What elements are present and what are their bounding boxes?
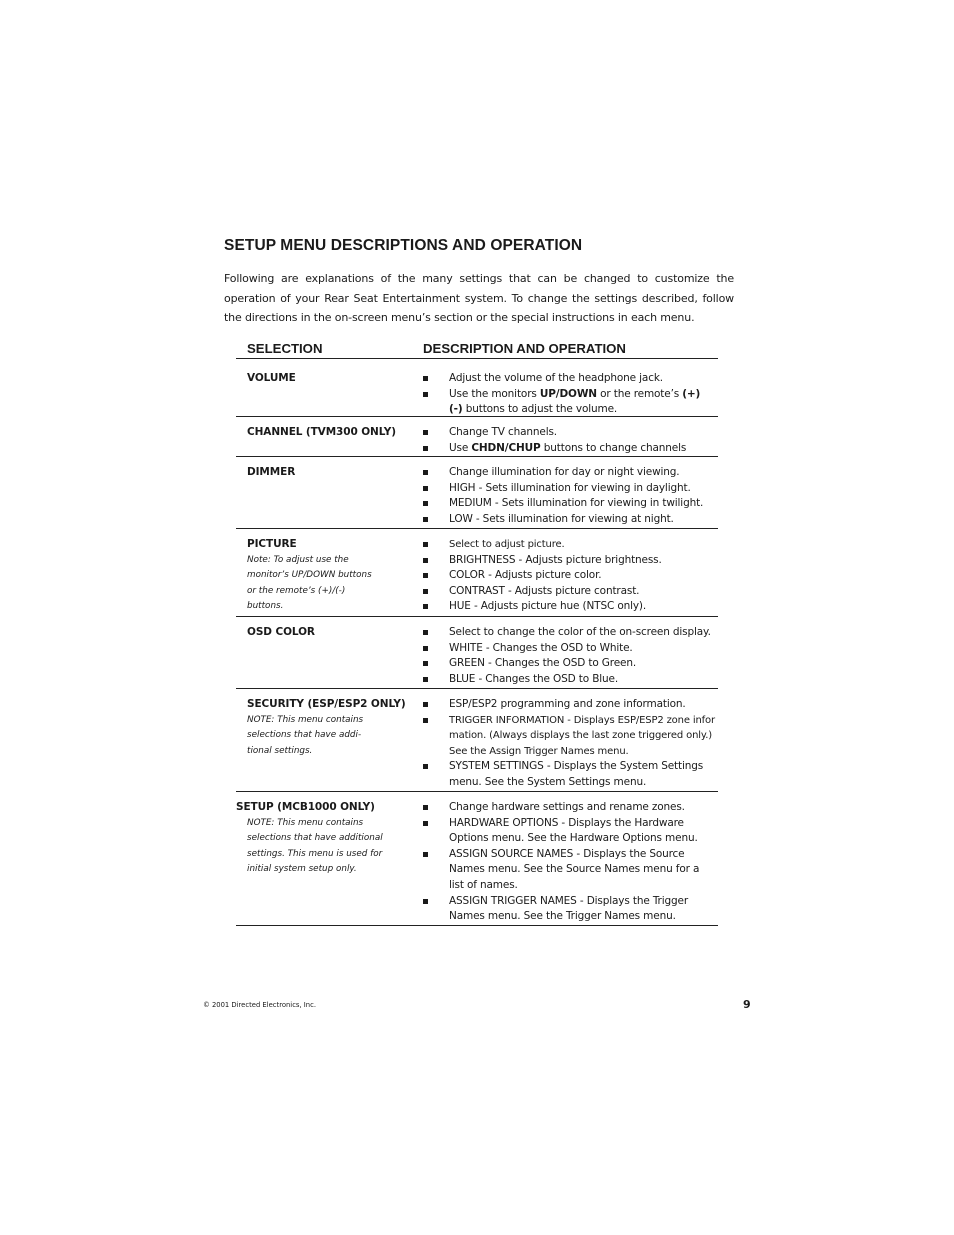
description-cell (423, 425, 686, 456)
bullet-square-icon (423, 501, 428, 506)
selection-title: SECURITY (ESP/ESP2 ONLY) (247, 698, 406, 710)
bullet-square-icon (423, 589, 428, 594)
bullet-square-icon (423, 430, 428, 435)
selection-title: SETUP (MCB1000 ONLY) (236, 801, 375, 813)
row-dimmer (236, 457, 718, 529)
bullet-item: MEDIUM - Sets illumination for viewing in twilight. (423, 496, 703, 512)
row-osd-color (236, 617, 718, 689)
row-picture (236, 529, 718, 617)
selection-title: CHANNEL (TVM300 ONLY) (247, 426, 396, 438)
bullet-square-icon (423, 718, 428, 723)
bullet-square-icon (423, 630, 428, 635)
bullet-item: Use the monitors UP/DOWN or the remote’s (+) (-) buttons to adjust the volume. (423, 387, 700, 418)
bullet-square-icon (423, 376, 428, 381)
header-selection: SELECTION (247, 341, 323, 356)
selection-note: NOTE: This menu contains (247, 714, 364, 725)
selection-note: buttons. (247, 601, 284, 612)
intro-paragraph: Following are explanations of the many settings that can be changed to customize the operation of your Rear Seat Entertainment system. To change the settings described, follow the directions in the on-screen menu’s section or the special instructions in each menu. (224, 272, 734, 324)
description-cell (423, 537, 662, 615)
bullet-item: LOW - Sets illumination for viewing at night. (423, 512, 703, 528)
bullet-item: Use CHDN/CHUP buttons to change channels (423, 441, 686, 457)
selection-note: tional settings. (247, 745, 313, 756)
bullet-item: CONTRAST - Adjusts picture contrast. (423, 584, 662, 600)
selection-cell (247, 697, 406, 759)
selection-cell (247, 371, 296, 387)
bullet-item: SYSTEM SETTINGS - Displays the System Settings menu. See the System Settings menu. (423, 759, 715, 790)
selection-note-group (236, 816, 383, 878)
bullet-item: Select to change the color of the on-screen display. (423, 625, 711, 641)
bullet-square-icon (423, 392, 428, 397)
copyright-footer: © 2001 Directed Electronics, Inc. (203, 1001, 316, 1009)
bullet-item: ESP/ESP2 programming and zone information. (423, 697, 715, 713)
bullet-square-icon (423, 517, 428, 522)
bullet-square-icon (423, 558, 428, 563)
header-description: DESCRIPTION AND OPERATION (423, 341, 626, 356)
bullet-square-icon (423, 604, 428, 609)
bullet-item: Change TV channels. (423, 425, 686, 441)
page-number: 9 (743, 998, 751, 1011)
selection-note: Note: To adjust use the (247, 554, 349, 565)
bullet-square-icon (423, 573, 428, 578)
bullet-square-icon (423, 661, 428, 666)
selection-title: VOLUME (247, 372, 296, 384)
bullet-square-icon (423, 702, 428, 707)
bullet-item: GREEN - Changes the OSD to Green. (423, 656, 711, 672)
description-cell (423, 625, 711, 687)
settings-table (236, 340, 718, 926)
bullet-square-icon (423, 542, 428, 547)
selection-note: NOTE: This menu contains (247, 817, 364, 828)
bullet-square-icon (423, 821, 428, 826)
selection-note: or the remote’s (+)/(-) (247, 585, 346, 596)
bullet-item: Change hardware settings and rename zones. (423, 800, 699, 816)
bullet-item: BRIGHTNESS - Adjusts picture brightness. (423, 553, 662, 569)
selection-title: DIMMER (247, 466, 296, 478)
selection-cell (247, 625, 315, 641)
selection-note: selections that have additional (247, 833, 383, 844)
bullet-item: WHITE - Changes the OSD to White. (423, 641, 711, 657)
selection-cell (247, 425, 396, 441)
bullet-square-icon (423, 646, 428, 651)
description-cell (423, 465, 703, 527)
bullet-item: Select to adjust picture. (423, 537, 662, 553)
selection-title: PICTURE (247, 538, 297, 550)
bullet-square-icon (423, 470, 428, 475)
bullet-square-icon (423, 899, 428, 904)
selection-cell (236, 800, 383, 878)
table-header (236, 340, 718, 359)
bullet-item: BLUE - Changes the OSD to Blue. (423, 672, 711, 688)
selection-title: OSD COLOR (247, 626, 315, 638)
row-setup (236, 792, 718, 926)
bullet-square-icon (423, 486, 428, 491)
bullet-square-icon (423, 446, 428, 451)
bullet-item: ASSIGN TRIGGER NAMES - Displays the Trigger Names menu. See the Trigger Names menu. (423, 894, 699, 925)
bullet-item: ASSIGN SOURCE NAMES - Displays the Source Names menu. See the Source Names menu for a list of names. (423, 847, 699, 894)
row-security (236, 689, 718, 792)
bullet-square-icon (423, 852, 428, 857)
selection-note: monitor’s UP/DOWN buttons (247, 570, 372, 581)
bullet-item: Adjust the volume of the headphone jack. (423, 371, 700, 387)
description-cell (423, 371, 700, 418)
bullet-item: HUE - Adjusts picture hue (NTSC only). (423, 599, 662, 615)
selection-cell (247, 465, 295, 481)
bullet-item: COLOR - Adjusts picture color. (423, 568, 662, 584)
bullet-square-icon (423, 764, 428, 769)
bullet-item: HARDWARE OPTIONS - Displays the Hardware Options menu. See the Hardware Options menu. (423, 816, 699, 847)
bullet-square-icon (423, 677, 428, 682)
description-cell (423, 800, 699, 925)
selection-note: initial system setup only. (247, 864, 357, 875)
row-channel (236, 417, 718, 457)
selection-cell (247, 537, 372, 615)
selection-note: selections that have addi- (247, 730, 362, 741)
bullet-item: HIGH - Sets illumination for viewing in daylight. (423, 481, 703, 497)
row-volume (236, 359, 718, 417)
bullet-item: Change illumination for day or night viewing. (423, 465, 703, 481)
description-cell (423, 697, 715, 791)
page-heading: SETUP MENU DESCRIPTIONS AND OPERATION (224, 237, 583, 254)
bullet-square-icon (423, 805, 428, 810)
bullet-item: TRIGGER INFORMATION - Displays ESP/ESP2 zone infor mation. (Always displays the last zone triggered only.) See the Assign Trigger Names menu. (423, 713, 715, 760)
selection-note: settings. This menu is used for (247, 848, 383, 859)
